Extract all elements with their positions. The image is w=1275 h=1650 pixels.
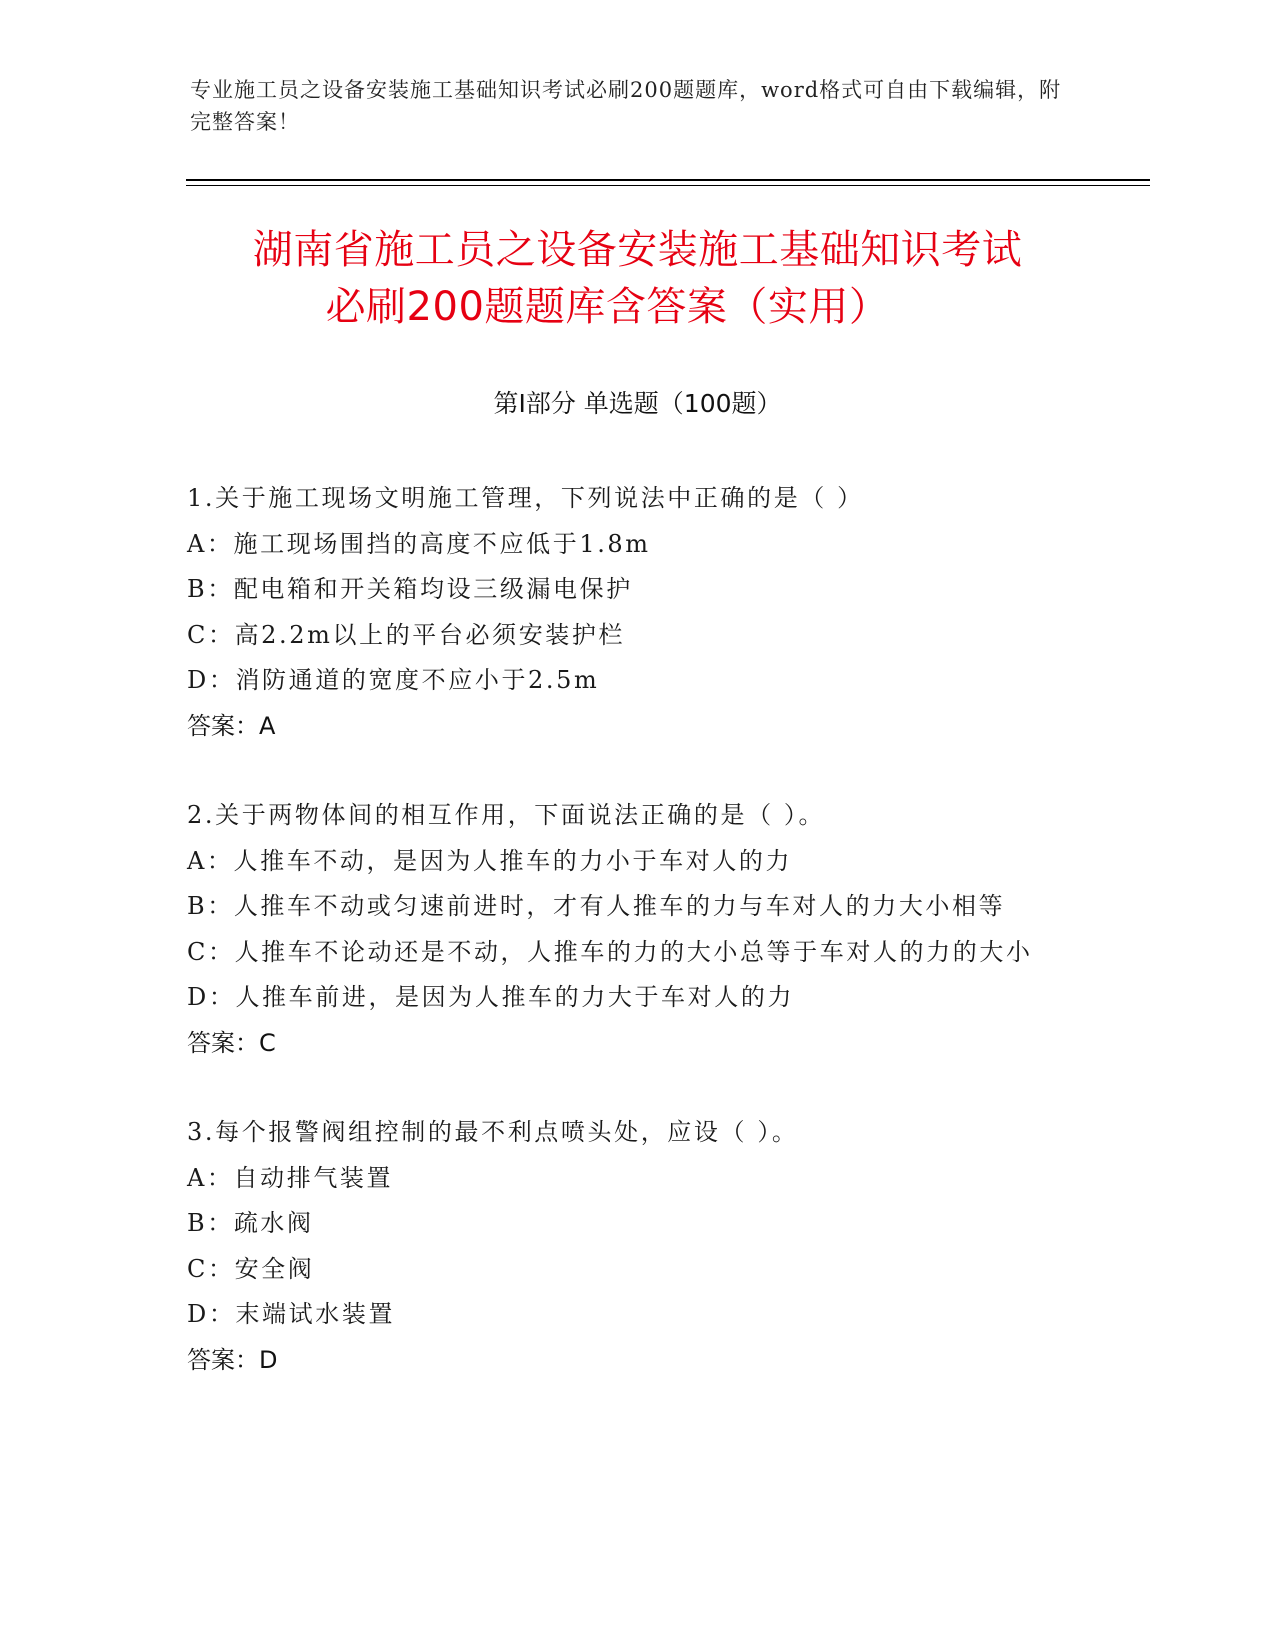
option-c: C：安全阀 (187, 1254, 315, 1283)
option-d: D：消防通道的宽度不应小于2.5m (187, 666, 600, 694)
document-title-line-2: 必刷200题题库含答案（实用） (325, 284, 890, 330)
question-item (187, 1110, 1077, 1383)
question-stem: 3.每个报警阀组控制的最不利点喷头处，应设（ ）。 (187, 1118, 799, 1146)
answer-line: 答案：C (187, 1028, 276, 1057)
option-c: C：高2.2m以上的平台必须安装护栏 (187, 620, 626, 649)
option-b: B：配电箱和开关箱均设三级漏电保护 (187, 575, 633, 603)
question-stem: 1.关于施工现场文明施工管理，下列说法中正确的是（ ） (187, 484, 864, 512)
option-c: C：人推车不论动还是不动，人推车的力的大小总等于车对人的力的大小 (187, 937, 1033, 966)
question-list (187, 476, 1077, 1427)
header-divider-thin (186, 185, 1150, 186)
answer-line: 答案：A (187, 711, 276, 740)
question-stem: 2.关于两物体间的相互作用，下面说法正确的是（ ）。 (187, 801, 826, 829)
option-b: B：人推车不动或匀速前进时，才有人推车的力与车对人的力大小相等 (187, 892, 1006, 920)
question-item (187, 476, 1077, 749)
header-divider-thick (186, 179, 1150, 181)
option-d: D：末端试水装置 (187, 1300, 396, 1328)
option-a: A：自动排气装置 (187, 1163, 394, 1192)
option-a: A：人推车不动，是因为人推车的力小于车对人的力 (187, 846, 793, 875)
document-title-line-1: 湖南省施工员之设备安装施工基础知识考试 (252, 227, 1023, 273)
header-note: 专业施工员之设备安装施工基础知识考试必刷200题题库，word格式可自由下载编辑，附完整答案！ (190, 78, 1062, 134)
section-heading: 第Ⅰ部分 单选题（100题） (493, 389, 782, 418)
option-d: D：人推车前进，是因为人推车的力大于车对人的力 (187, 983, 795, 1011)
answer-line: 答案：D (187, 1345, 278, 1374)
option-b: B：疏水阀 (187, 1209, 314, 1237)
option-a: A：施工现场围挡的高度不应低于1.8m (187, 529, 651, 558)
question-item (187, 793, 1077, 1066)
document-title (120, 222, 1155, 336)
